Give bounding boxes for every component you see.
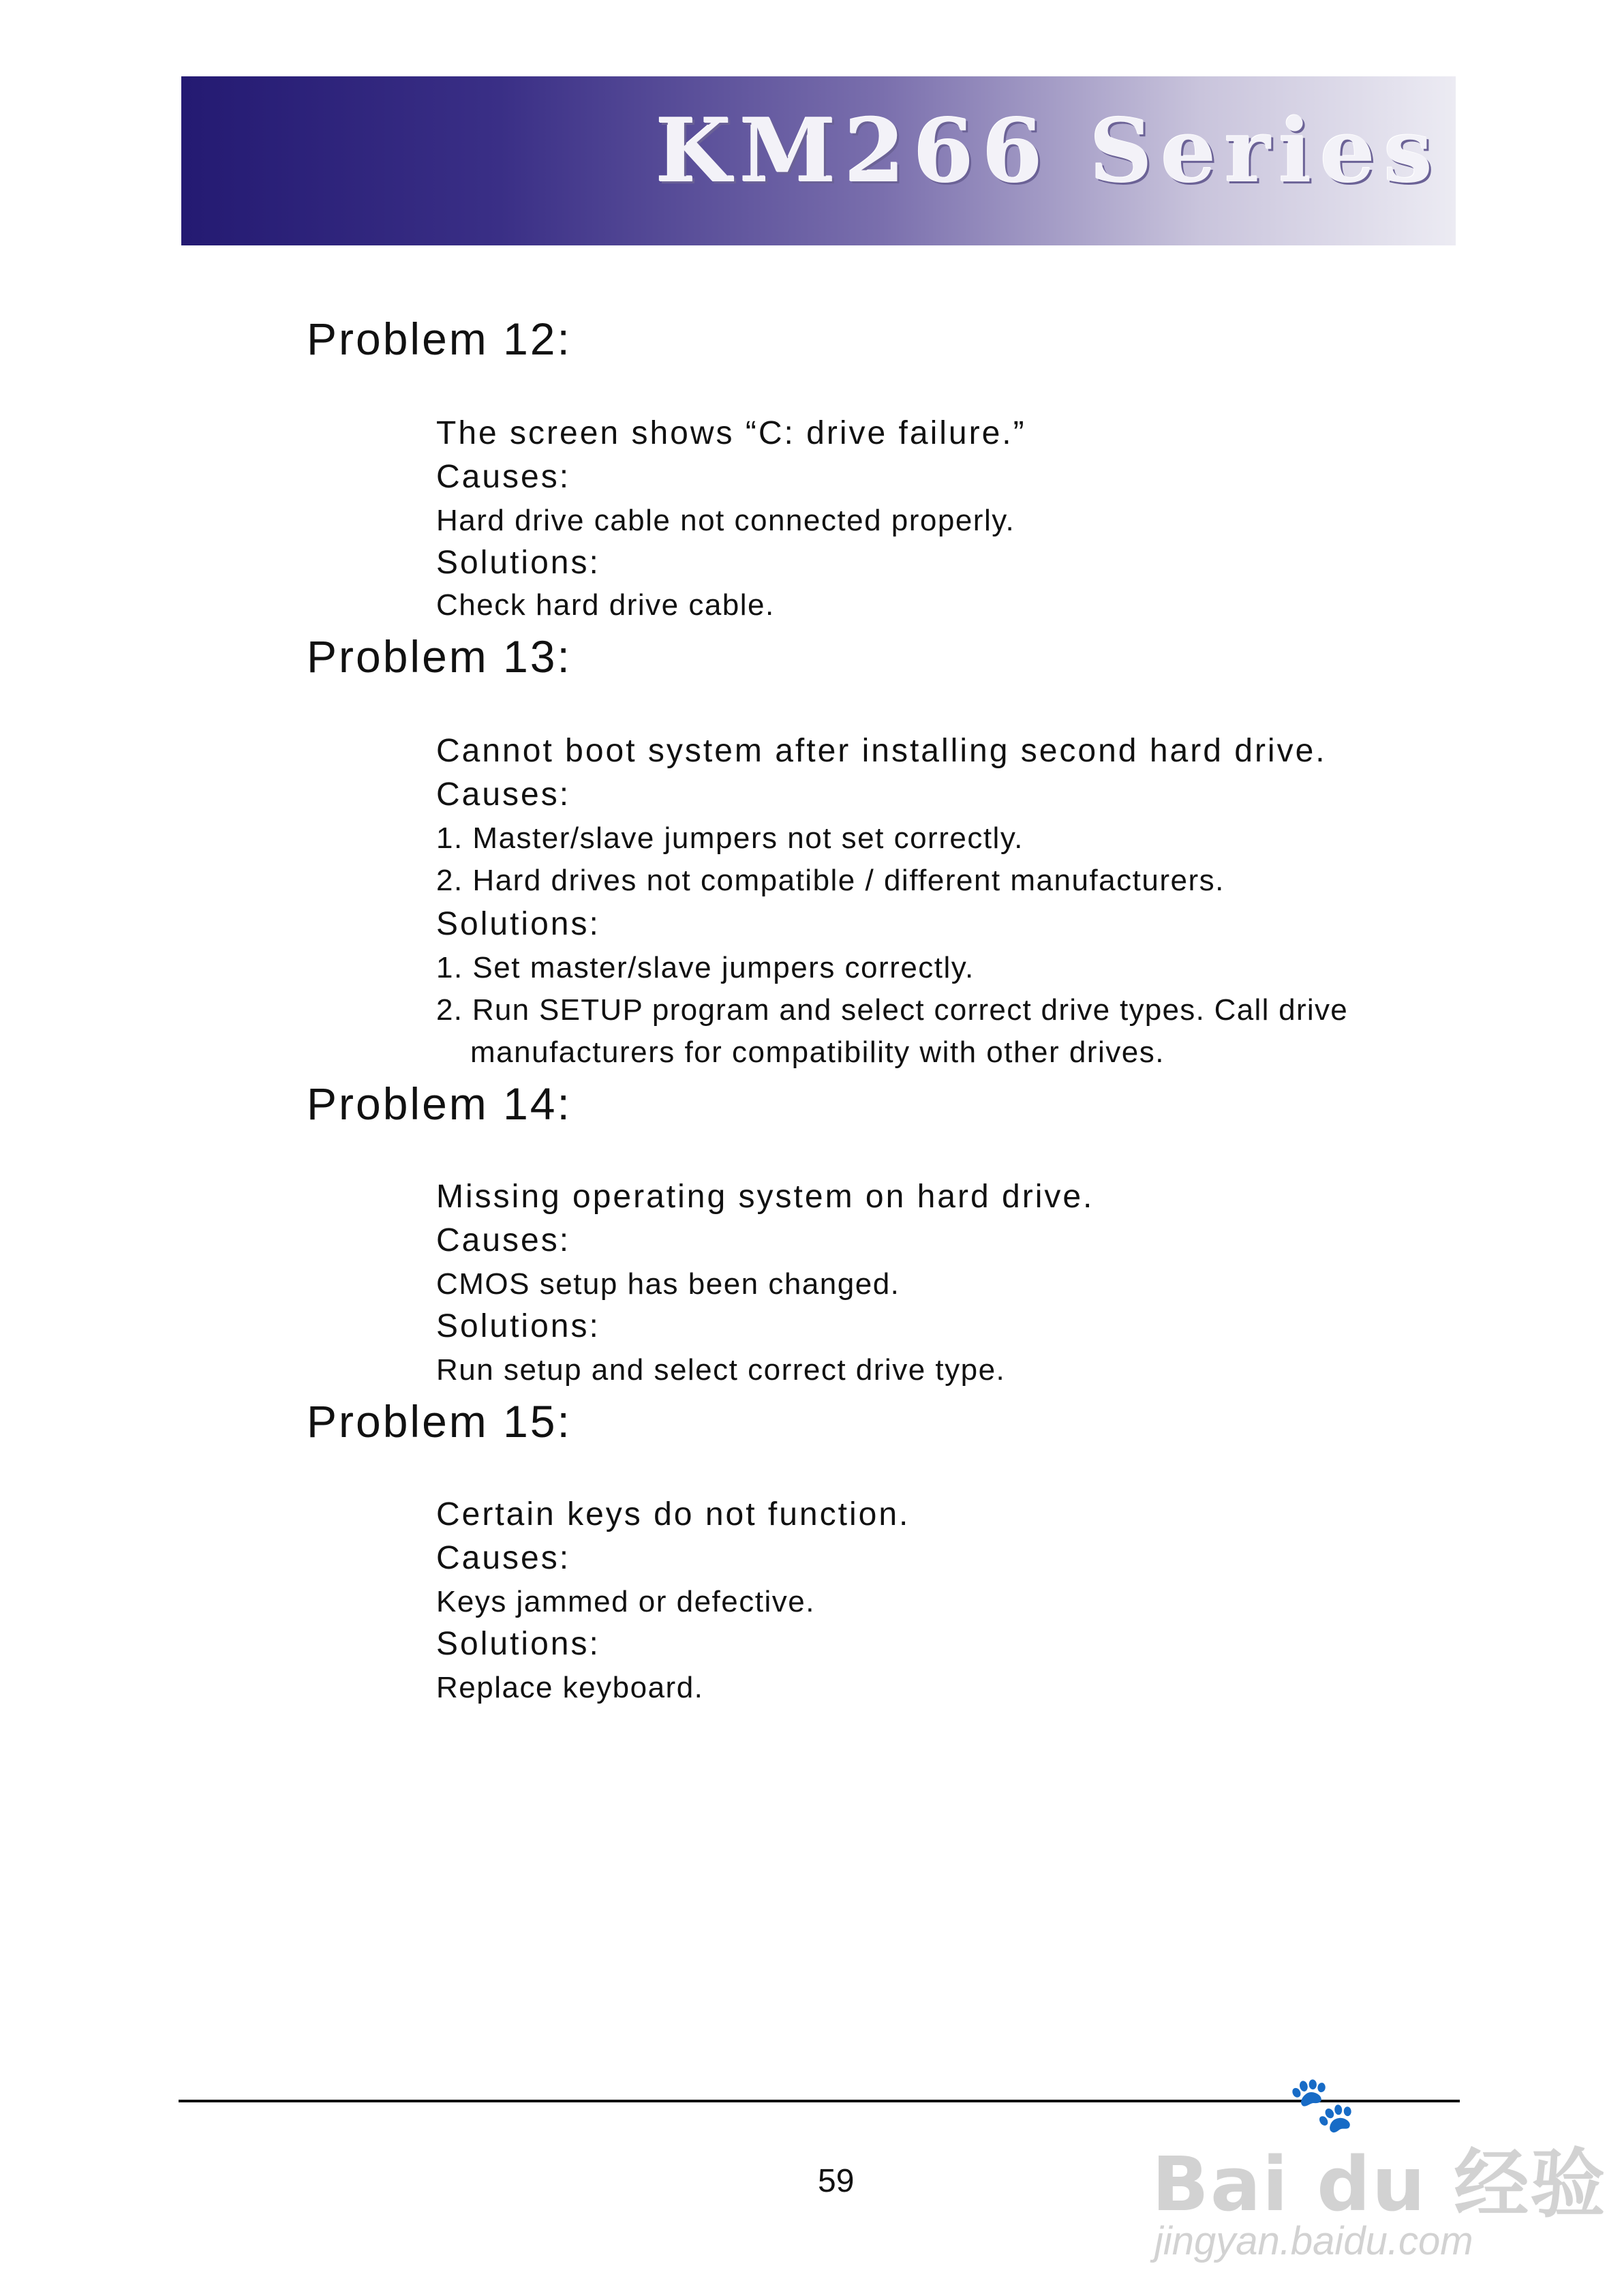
problem-13-solutions-label: Solutions:	[436, 906, 600, 942]
problem-13-solution-2-continued: manufacturers for compatibility with other drives.	[470, 1036, 1165, 1069]
problem-13-solution-1: 1. Set master/slave jumpers correctly.	[436, 951, 975, 984]
watermark-url: jingyan.baidu.com	[1154, 2219, 1473, 2263]
baidu-watermark	[1152, 2072, 1607, 2277]
problem-13-heading: Problem 13:	[307, 631, 572, 682]
problem-12-heading: Problem 12:	[307, 314, 572, 364]
problem-13-cause-2: 2. Hard drives not compatible / different manufacturers.	[436, 864, 1225, 897]
problem-14-heading: Problem 14:	[307, 1078, 572, 1129]
problem-14-cause-1: CMOS setup has been changed.	[436, 1267, 900, 1301]
problem-12-solution-1: Check hard drive cable.	[436, 588, 775, 622]
header-title: KM266 Series	[655, 100, 1441, 202]
problem-12-description: The screen shows “C: drive failure.”	[436, 415, 1026, 451]
watermark-brand: Bai du 经验	[1152, 2141, 1607, 2228]
problem-14-solution-1: Run setup and select correct drive type.	[436, 1353, 1006, 1387]
problem-15-solution-1: Replace keyboard.	[436, 1671, 704, 1704]
problem-12-causes-label: Causes:	[436, 459, 571, 495]
problem-15-heading: Problem 15:	[307, 1396, 572, 1447]
problem-15-solutions-label: Solutions:	[436, 1626, 600, 1662]
page-number: 59	[818, 2163, 855, 2199]
problem-14-causes-label: Causes:	[436, 1222, 571, 1258]
problem-13-causes-label: Causes:	[436, 776, 571, 813]
problem-12-solutions-label: Solutions:	[436, 545, 600, 581]
problem-13-solution-2: 2. Run SETUP program and select correct drive types. Call drive	[436, 993, 1349, 1027]
problem-14-solutions-label: Solutions:	[436, 1308, 600, 1344]
problem-13-cause-1: 1. Master/slave jumpers not set correctly.	[436, 821, 1024, 855]
problem-15-causes-label: Causes:	[436, 1540, 571, 1576]
paw-icon: 🐾	[1288, 2074, 1356, 2134]
problem-12-cause-1: Hard drive cable not connected properly.	[436, 504, 1015, 537]
problem-13-description: Cannot boot system after installing second hard drive.	[436, 733, 1327, 769]
problem-14-description: Missing operating system on hard drive.	[436, 1179, 1095, 1215]
problem-15-cause-1: Keys jammed or defective.	[436, 1585, 815, 1618]
header-banner	[181, 76, 1456, 245]
problem-15-description: Certain keys do not function.	[436, 1496, 911, 1532]
